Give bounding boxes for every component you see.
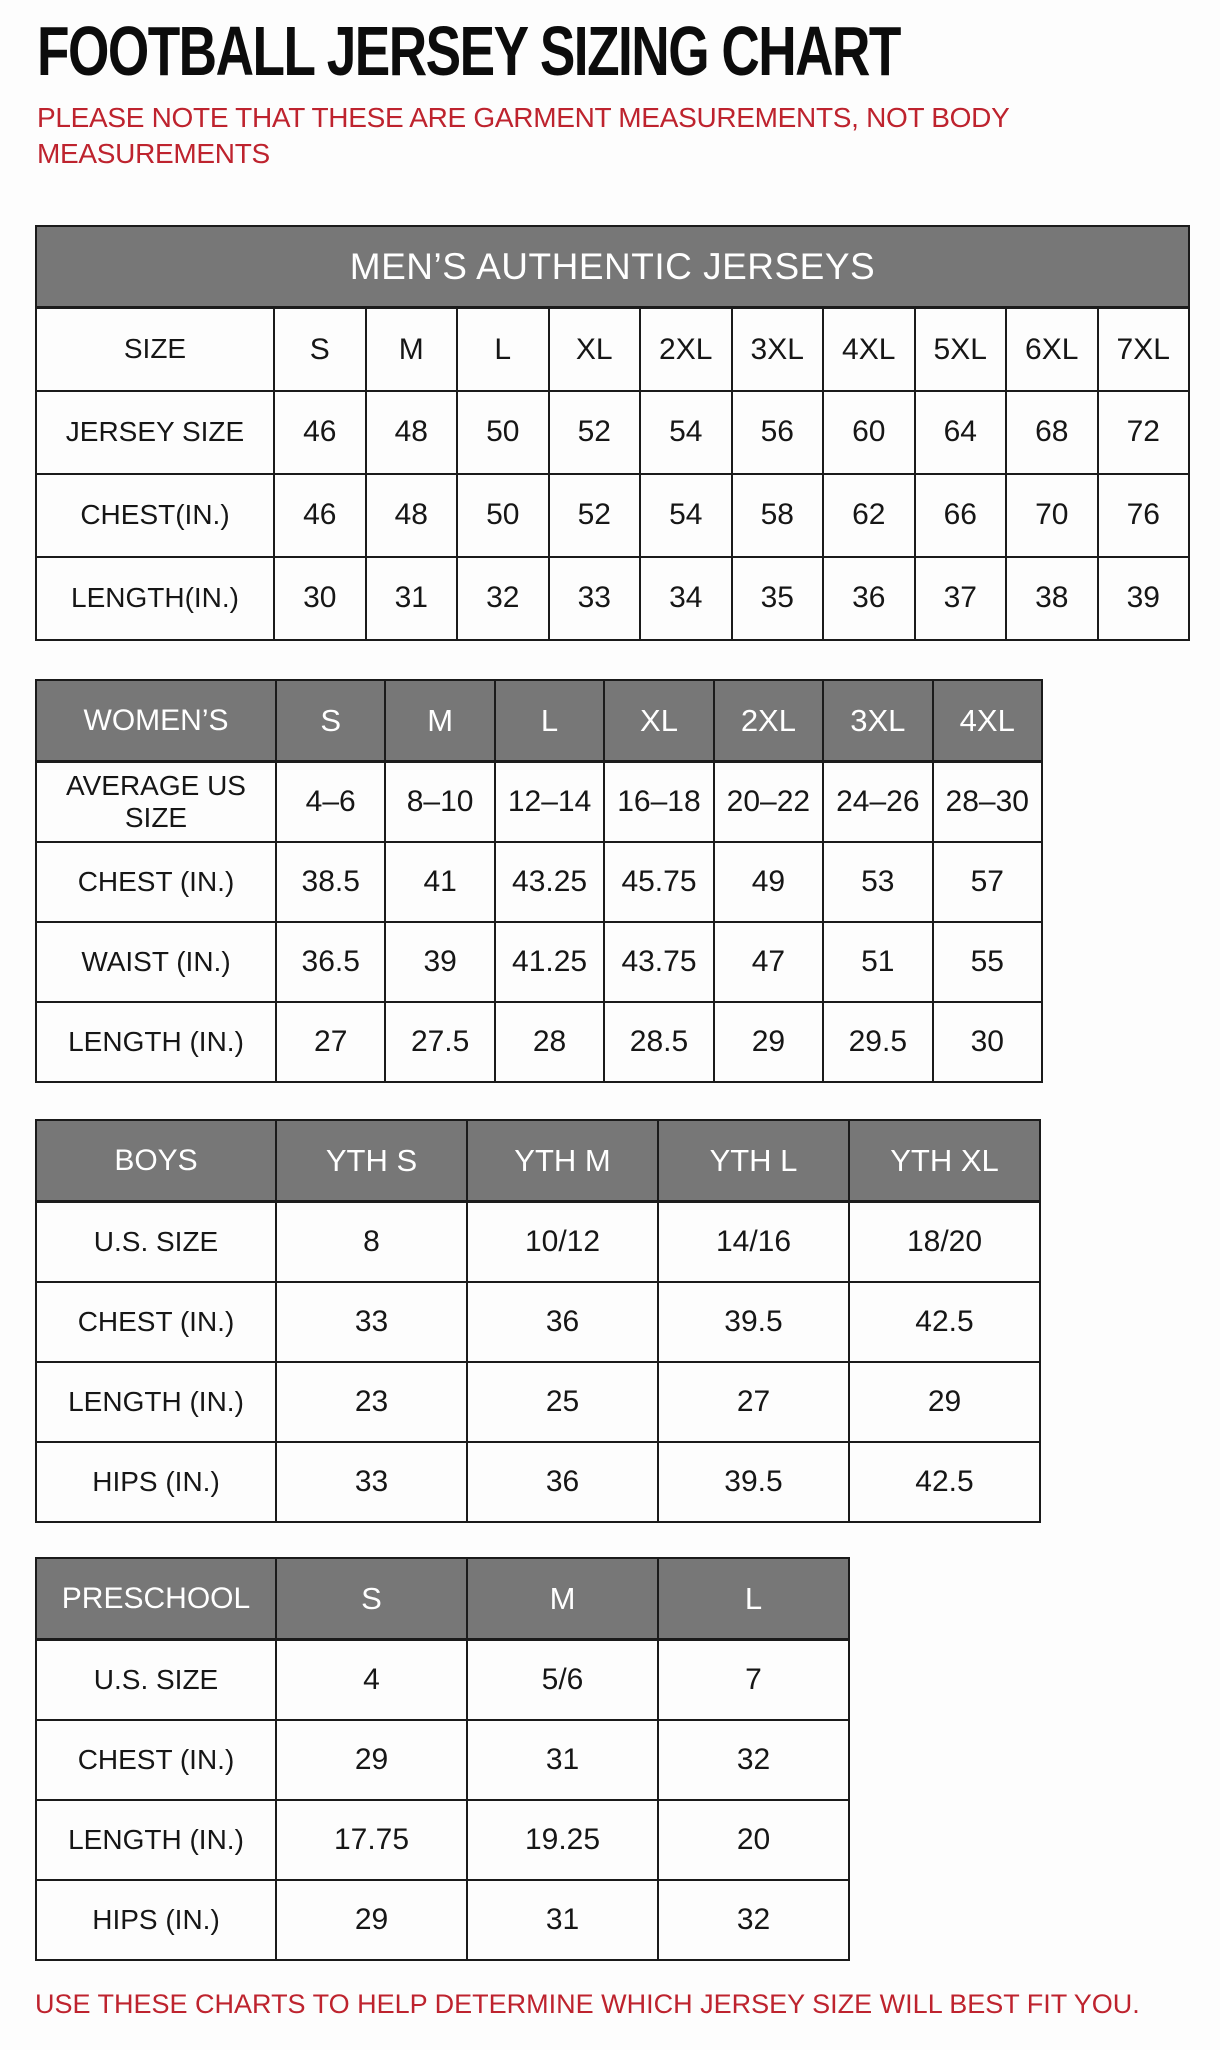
row-label: HIPS (IN.)	[36, 1880, 276, 1960]
value-cell: 30	[933, 1002, 1042, 1082]
value-cell: XL	[549, 308, 641, 391]
table-row	[36, 1880, 849, 1960]
size-header-cell: M	[385, 680, 494, 762]
value-cell: 45.75	[604, 842, 713, 922]
row-label: SIZE	[36, 308, 274, 391]
value-cell: 39.5	[658, 1282, 849, 1362]
preschool-header-label: PRESCHOOL	[36, 1558, 276, 1640]
note-line-2: MEASUREMENTS	[37, 138, 270, 170]
value-cell: 47	[714, 922, 823, 1002]
value-cell: 7XL	[1098, 308, 1190, 391]
table-row	[36, 1202, 1040, 1282]
value-cell: 42.5	[849, 1282, 1040, 1362]
value-cell: 28	[495, 1002, 604, 1082]
table-row	[36, 1720, 849, 1800]
value-cell: 39	[1098, 557, 1190, 640]
row-label: U.S. SIZE	[36, 1640, 276, 1720]
table-row	[36, 474, 1189, 557]
value-cell: 43.75	[604, 922, 713, 1002]
value-cell: 72	[1098, 391, 1190, 474]
value-cell: 46	[274, 391, 366, 474]
value-cell: 29	[714, 1002, 823, 1082]
value-cell: 23	[276, 1362, 467, 1442]
size-header-cell: L	[495, 680, 604, 762]
row-label: LENGTH (IN.)	[36, 1002, 276, 1082]
value-cell: 8	[276, 1202, 467, 1282]
value-cell: 20	[658, 1800, 849, 1880]
value-cell: 60	[823, 391, 915, 474]
value-cell: 33	[276, 1282, 467, 1362]
size-header-cell: 3XL	[823, 680, 932, 762]
value-cell: 57	[933, 842, 1042, 922]
value-cell: 10/12	[467, 1202, 658, 1282]
value-cell: 39.5	[658, 1442, 849, 1522]
value-cell: 36	[467, 1442, 658, 1522]
womens-sizing-table	[35, 679, 1043, 1083]
row-label: HIPS (IN.)	[36, 1442, 276, 1522]
value-cell: 29	[276, 1720, 467, 1800]
size-header-cell: S	[276, 680, 385, 762]
value-cell: 31	[366, 557, 458, 640]
value-cell: 36	[467, 1282, 658, 1362]
value-cell: 7	[658, 1640, 849, 1720]
value-cell: 41.25	[495, 922, 604, 1002]
size-header-cell: 4XL	[933, 680, 1042, 762]
table-row	[36, 557, 1189, 640]
value-cell: 76	[1098, 474, 1190, 557]
boys-header-label: BOYS	[36, 1120, 276, 1202]
value-cell: 29	[276, 1880, 467, 1960]
value-cell: 62	[823, 474, 915, 557]
value-cell: 32	[457, 557, 549, 640]
value-cell: 36	[823, 557, 915, 640]
value-cell: 55	[933, 922, 1042, 1002]
size-header-cell: YTH L	[658, 1120, 849, 1202]
value-cell: 27.5	[385, 1002, 494, 1082]
value-cell: 49	[714, 842, 823, 922]
value-cell: 29	[849, 1362, 1040, 1442]
value-cell: 38	[1006, 557, 1098, 640]
value-cell: 64	[915, 391, 1007, 474]
row-label: LENGTH (IN.)	[36, 1362, 276, 1442]
value-cell: 28.5	[604, 1002, 713, 1082]
value-cell: 16–18	[604, 762, 713, 842]
value-cell: 50	[457, 391, 549, 474]
mens-banner-row	[36, 226, 1189, 308]
value-cell: 25	[467, 1362, 658, 1442]
value-cell: 36.5	[276, 922, 385, 1002]
value-cell: 4XL	[823, 308, 915, 391]
row-label: CHEST (IN.)	[36, 1282, 276, 1362]
value-cell: 3XL	[732, 308, 824, 391]
value-cell: 31	[467, 1720, 658, 1800]
value-cell: 19.25	[467, 1800, 658, 1880]
preschool-header-row	[36, 1558, 849, 1640]
value-cell: L	[457, 308, 549, 391]
table-row	[36, 1442, 1040, 1522]
value-cell: 6XL	[1006, 308, 1098, 391]
table-row	[36, 1800, 849, 1880]
value-cell: 43.25	[495, 842, 604, 922]
row-label: JERSEY SIZE	[36, 391, 274, 474]
value-cell: 34	[640, 557, 732, 640]
value-cell: 37	[915, 557, 1007, 640]
value-cell: 5XL	[915, 308, 1007, 391]
row-label: AVERAGE US SIZE	[36, 762, 276, 842]
value-cell: 52	[549, 474, 641, 557]
row-label: U.S. SIZE	[36, 1202, 276, 1282]
value-cell: 35	[732, 557, 824, 640]
table-row	[36, 308, 1189, 391]
size-header-cell: YTH S	[276, 1120, 467, 1202]
value-cell: 8–10	[385, 762, 494, 842]
boys-sizing-table	[35, 1119, 1041, 1523]
table-row	[36, 922, 1042, 1002]
value-cell: 42.5	[849, 1442, 1040, 1522]
table-row	[36, 1362, 1040, 1442]
womens-header-row	[36, 680, 1042, 762]
boys-header-row	[36, 1120, 1040, 1202]
value-cell: 52	[549, 391, 641, 474]
value-cell: 39	[385, 922, 494, 1002]
value-cell: 41	[385, 842, 494, 922]
value-cell: 18/20	[849, 1202, 1040, 1282]
table-row	[36, 391, 1189, 474]
value-cell: 50	[457, 474, 549, 557]
value-cell: 58	[732, 474, 824, 557]
size-header-cell: YTH M	[467, 1120, 658, 1202]
value-cell: 5/6	[467, 1640, 658, 1720]
value-cell: 27	[276, 1002, 385, 1082]
value-cell: 54	[640, 474, 732, 557]
value-cell: 28–30	[933, 762, 1042, 842]
row-label: CHEST (IN.)	[36, 1720, 276, 1800]
value-cell: 2XL	[640, 308, 732, 391]
womens-header-label: WOMEN’S	[36, 680, 276, 762]
mens-authentic-jerseys-table	[35, 225, 1190, 641]
table-row	[36, 1002, 1042, 1082]
page-title: FOOTBALL JERSEY SIZING CHART	[37, 12, 900, 90]
garment-measurement-note	[37, 100, 1192, 173]
row-label: LENGTH (IN.)	[36, 1800, 276, 1880]
value-cell: 33	[549, 557, 641, 640]
size-header-cell: YTH XL	[849, 1120, 1040, 1202]
table-row	[36, 1640, 849, 1720]
size-header-cell: L	[658, 1558, 849, 1640]
size-header-cell: XL	[604, 680, 713, 762]
value-cell: 12–14	[495, 762, 604, 842]
value-cell: 17.75	[276, 1800, 467, 1880]
value-cell: 51	[823, 922, 932, 1002]
value-cell: 56	[732, 391, 824, 474]
value-cell: 4–6	[276, 762, 385, 842]
size-header-cell: M	[467, 1558, 658, 1640]
footer-note: USE THESE CHARTS TO HELP DETERMINE WHICH JERSEY SIZE WILL BEST FIT YOU.	[35, 1988, 1140, 2019]
table-row	[36, 842, 1042, 922]
size-header-cell: S	[276, 1558, 467, 1640]
row-label: LENGTH(IN.)	[36, 557, 274, 640]
value-cell: 33	[276, 1442, 467, 1522]
value-cell: 53	[823, 842, 932, 922]
table-row	[36, 1282, 1040, 1362]
row-label: CHEST(IN.)	[36, 474, 274, 557]
value-cell: 38.5	[276, 842, 385, 922]
value-cell: 20–22	[714, 762, 823, 842]
size-header-cell: 2XL	[714, 680, 823, 762]
value-cell: 27	[658, 1362, 849, 1442]
value-cell: 30	[274, 557, 366, 640]
value-cell: 29.5	[823, 1002, 932, 1082]
mens-table-banner: MEN’S AUTHENTIC JERSEYS	[36, 226, 1189, 308]
value-cell: 31	[467, 1880, 658, 1960]
value-cell: 32	[658, 1720, 849, 1800]
value-cell: 70	[1006, 474, 1098, 557]
value-cell: 48	[366, 474, 458, 557]
row-label: CHEST (IN.)	[36, 842, 276, 922]
table-row	[36, 762, 1042, 842]
value-cell: 54	[640, 391, 732, 474]
value-cell: 4	[276, 1640, 467, 1720]
value-cell: 46	[274, 474, 366, 557]
value-cell: 32	[658, 1880, 849, 1960]
row-label: WAIST (IN.)	[36, 922, 276, 1002]
value-cell: 66	[915, 474, 1007, 557]
value-cell: 14/16	[658, 1202, 849, 1282]
value-cell: 48	[366, 391, 458, 474]
value-cell: M	[366, 308, 458, 391]
value-cell: 68	[1006, 391, 1098, 474]
preschool-sizing-table	[35, 1557, 850, 1961]
note-line-1: PLEASE NOTE THAT THESE ARE GARMENT MEASUREMENTS, NOT BODY	[37, 102, 1010, 133]
value-cell: 24–26	[823, 762, 932, 842]
value-cell: S	[274, 308, 366, 391]
